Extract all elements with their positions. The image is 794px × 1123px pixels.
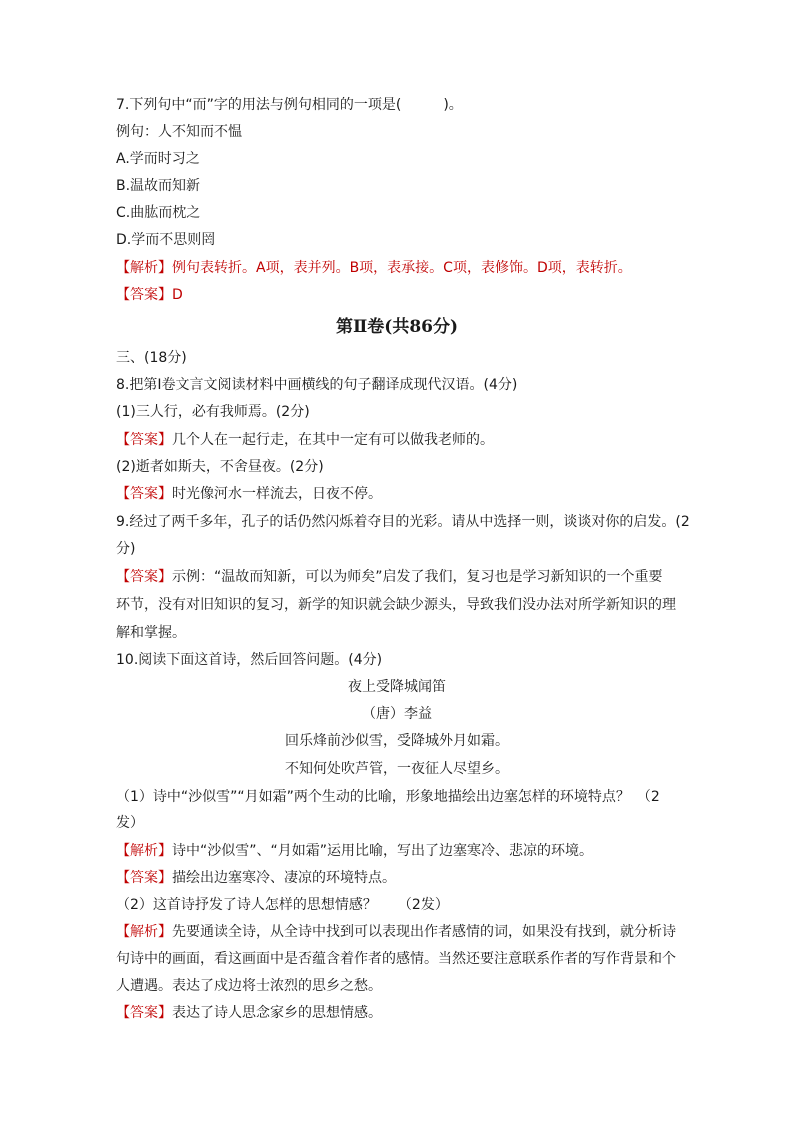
answer-text: D (172, 287, 183, 303)
q10-sub1-analysis (116, 838, 682, 865)
q10-sub2-analysis-line1 (116, 919, 682, 946)
q10-sub1-answer (116, 865, 682, 892)
section-title: 第Ⅱ卷(共86分) (335, 317, 459, 337)
poem-line-1: 回乐烽前沙似雪，受降城外月如霜。 (285, 733, 509, 749)
q7-stem: 7.下列句中“而”字的用法与例句相同的一项是( )。 (116, 97, 463, 113)
q10-sub1-line1: （1）诗中“沙似雪”“月如霜”两个生动的比喻，形象地描绘出边塞怎样的环境特点？ （2 (116, 789, 660, 805)
q9-answer-line3: 解和掌握。 (116, 625, 186, 641)
q10-stem: 10.阅读下面这首诗，然后回答问题。(4分) (116, 652, 383, 668)
part3-heading: 三、(18分) (116, 350, 187, 366)
q7-option-a: A.学而时习之 (116, 151, 200, 167)
answer-text: 表达了诗人思念家乡的思想情感。 (172, 1005, 382, 1021)
poem-title: 夜上受降城闻笛 (348, 679, 446, 695)
analysis-tag: 【解析】 (116, 843, 172, 859)
answer-tag: 【答案】 (116, 432, 172, 448)
poem-line-2: 不知何处吹芦管，一夜征人尽望乡。 (285, 761, 509, 777)
q7-example: 例句：人不知而不愠 (116, 124, 242, 140)
analysis-text: 例句表转折。A项，表并列。B项，表承接。C项，表修饰。D项，表转折。 (172, 260, 632, 276)
q8-sub2: (2)逝者如斯夫，不舍昼夜。(2分) (116, 459, 324, 475)
answer-tag: 【答案】 (116, 486, 172, 502)
q8-sub1: (1)三人行，必有我师焉。(2分) (116, 404, 310, 420)
answer-text: 几个人在一起行走，在其中一定有可以做我老师的。 (172, 432, 494, 448)
q7-option-b: B.温故而知新 (116, 178, 201, 194)
q7-analysis (116, 255, 682, 282)
q8-stem: 8.把第Ⅰ卷文言文阅读材料中画横线的句子翻译成现代汉语。(4分) (116, 377, 518, 393)
analysis-text: 先要通读全诗，从全诗中找到可以表现出作者感情的词，如果没有找到，就分析诗 (172, 924, 676, 940)
answer-text: 描绘出边塞寒冷、凄凉的环境特点。 (172, 870, 396, 886)
q10-sub2-answer (116, 1000, 682, 1027)
q9-answer-line2: 环节，没有对旧知识的复习，新学的知识就会缺少源头，导致我们没办法对所学新知识的理 (116, 597, 676, 613)
q7-answer (116, 282, 682, 309)
answer-text: 时光像河水一样流去，日夜不停。 (172, 486, 382, 502)
answer-tag: 【答案】 (116, 1005, 172, 1021)
q10-sub2: （2）这首诗抒发了诗人怎样的思想情感？ （2发） (116, 897, 449, 913)
q7-option-c: C.曲肱而枕之 (116, 205, 201, 221)
q7-option-d: D.学而不思则罔 (116, 232, 216, 248)
q10-sub1-line2: 发） (116, 815, 144, 831)
answer-tag: 【答案】 (116, 870, 172, 886)
analysis-tag: 【解析】 (116, 924, 172, 940)
q9-stem-line1: 9.经过了两千多年，孔子的话仍然闪烁着夺目的光彩。请从中选择一则，谈谈对你的启发。(2 (116, 514, 690, 530)
answer-tag: 【答案】 (116, 569, 172, 585)
analysis-text: 诗中“沙似雪”、“月如霜”运用比喻，写出了边塞寒冷、悲凉的环境。 (172, 843, 594, 859)
q10-sub2-analysis-line3: 人遭遇。表达了戍边将士浓烈的思乡之愁。 (116, 978, 382, 994)
poem-author: （唐）李益 (362, 706, 432, 722)
q8-sub2-answer (116, 481, 682, 508)
q10-sub2-analysis-line2: 句诗中的画面，看这画面中是否蕴含着作者的感情。当然还要注意联系作者的写作背景和个 (116, 951, 676, 967)
q9-stem-line2: 分) (116, 541, 136, 557)
q8-sub1-answer (116, 427, 682, 454)
q9-answer-line1 (116, 564, 682, 591)
answer-text: 示例：“温故而知新，可以为师矣”启发了我们，复习也是学习新知识的一个重要 (172, 569, 663, 585)
answer-tag: 【答案】 (116, 287, 172, 303)
analysis-tag: 【解析】 (116, 260, 172, 276)
